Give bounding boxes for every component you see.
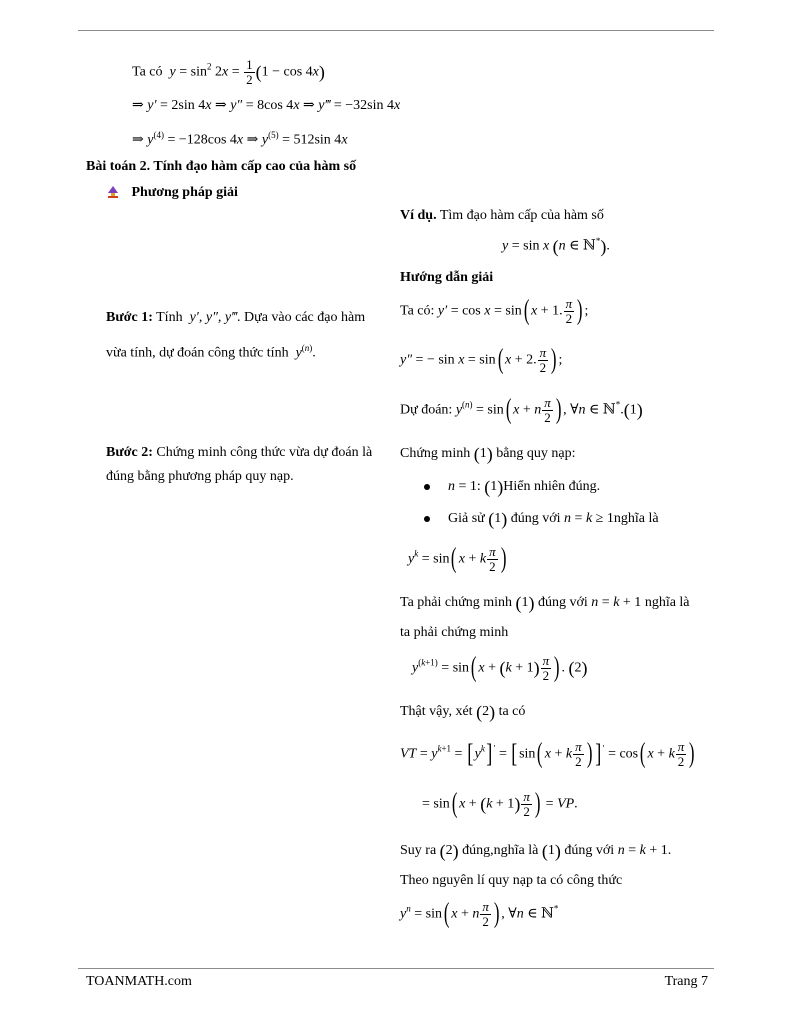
example-text: Tìm đạo hàm cấp của hàm số <box>436 208 604 223</box>
step1-label: Bước 1: <box>106 310 153 325</box>
text-dung-voi-3: đúng với <box>564 843 615 859</box>
footer-rule <box>78 968 714 969</box>
target-formula: $y^{(k+1)} = \sin$( x + (k + 1) $\frac{\pi}{2}$ ) . (2) <box>412 652 588 684</box>
bullet-dot <box>424 516 430 522</box>
indeed-line: Thật vậy, xét (2) ta có <box>400 702 526 722</box>
must-prove-2: ta phải chứng minh <box>400 625 509 640</box>
deriv-2: y″ = − sin x = sin( x + 2. $\frac{\pi}{2}$ ) ; <box>400 344 563 376</box>
step2-line1 <box>106 445 372 462</box>
step2-label: Bước 2: <box>106 445 153 460</box>
guide-heading: Hướng dẫn giải <box>400 270 494 285</box>
text-ta-co: Ta có <box>132 64 163 80</box>
example-label: Ví dụ. <box>400 208 437 223</box>
example-function: y = sin x (n ∈ ℕ*). <box>502 236 610 257</box>
step1-line1: Bước 1: Tính y′, y″, y‴. Dựa vào các đạo hàm <box>106 310 366 325</box>
final-formula: $y^n = \sin$( x + n $\frac{\pi}{2}$ ) , ∀n ∈ ℕ* <box>400 898 559 930</box>
conclusion-1: Suy ra (2) đúng,nghĩa là (1) đúng với n = k + 1. <box>400 841 672 861</box>
footer-site: TOANMATH.com <box>86 974 192 989</box>
vp-formula: = sin( x + (k + 1) $\frac{\pi}{2}$ ) = VP. <box>422 788 578 820</box>
text-hien-nhien: Hiển nhiên đúng. <box>503 479 601 495</box>
step1-line2: vừa tính, dự đoán công thức tính $y^{(n)}$. <box>106 343 316 361</box>
must-prove-1: Ta phải chứng minh (1) đúng với n = k + 1 nghĩa là <box>400 593 690 613</box>
method-heading <box>106 184 238 202</box>
text-nghia-la-2: nghĩa là <box>644 595 690 611</box>
formula-line-2: ⇒ y′ = 2sin 4x ⇒ y″ = 8cos 4x ⇒ y‴ = −32sin 4x <box>132 98 401 113</box>
step1-text-a: Tính <box>152 310 183 325</box>
header-rule <box>78 30 714 31</box>
example-intro <box>400 208 604 225</box>
proof-intro: Chứng minh (1) bằng quy nạp: <box>400 444 576 464</box>
footer-page-number: Trang 7 <box>664 974 708 989</box>
text-bang-quy-nap: bằng quy nạp: <box>496 446 576 462</box>
formula-line-3: ⇒ $y^{(4)} = -128\cos$ 4x ⇒ $y^{(5)} = 512\sin$ 4x <box>132 130 348 148</box>
text-chung-minh: Chứng minh <box>400 446 471 462</box>
text-ta-co-2: Ta có: <box>400 303 435 319</box>
method-label: Phương pháp giải <box>131 185 238 200</box>
bullet-dot <box>424 484 430 490</box>
text-ta-phai: Ta phải chứng minh <box>400 595 512 611</box>
formula-line-1: Ta có $y = \sin^2 2x$ = $\frac{1}{2}$ (1 − cos 4x) <box>132 57 325 87</box>
text-dung-nghia: đúng,nghĩa là <box>462 843 539 859</box>
text-that-vay: Thật vậy, xét <box>400 704 473 720</box>
step2-line2: đúng bằng phương pháp quy nạp. <box>106 469 294 484</box>
step1-text-b: . Dựa vào các đạo hàm <box>237 310 366 325</box>
text-ta-co-3: ta có <box>498 704 526 720</box>
conclusion-2: Theo nguyên lí quy nạp ta có công thức <box>400 873 623 888</box>
step1-text-c: vừa tính, dự đoán công thức tính <box>106 345 289 361</box>
text-nghia-la: nghĩa là <box>613 511 659 527</box>
deriv-1: Ta có: y′ = cos x = sin( x + 1. $\frac{\pi}{2}$ ) ; <box>400 295 589 327</box>
vt-formula: VT = $y^{k+1} = [y^k]' = [\sin$( x + k $\frac{\pi}{2}$ ) ]′ = cos( x + k $\frac{\pi}{2}$ ) <box>400 738 695 770</box>
text-dung-voi: đúng với <box>510 511 561 527</box>
problem-title: Bài toán 2. Tính đạo hàm cấp cao của hàm số <box>86 159 357 174</box>
prediction: Dự đoán: $y^{(n)} = \sin$( x + n $\frac{\pi}{2}$ ) , ∀n ∈ ℕ*.(1) <box>400 394 643 426</box>
pointing-hand-icon <box>106 184 120 198</box>
text-dung-voi-2: đúng với <box>537 595 588 611</box>
text-du-doan: Dự đoán: <box>400 402 453 418</box>
assume-formula: $y^k = \sin$( x + k $\frac{\pi}{2}$ ) <box>408 543 507 575</box>
bullet-assume: Giả sử (1) đúng với n = k ≥ 1nghĩa là <box>424 510 659 528</box>
text-suy-ra: Suy ra <box>400 843 437 859</box>
step2-text-a: Chứng minh công thức vừa dự đoán là <box>152 445 373 460</box>
text-gia-su: Giả sử <box>448 511 485 527</box>
bullet-n1: n = 1: (1)Hiển nhiên đúng. <box>424 478 600 496</box>
